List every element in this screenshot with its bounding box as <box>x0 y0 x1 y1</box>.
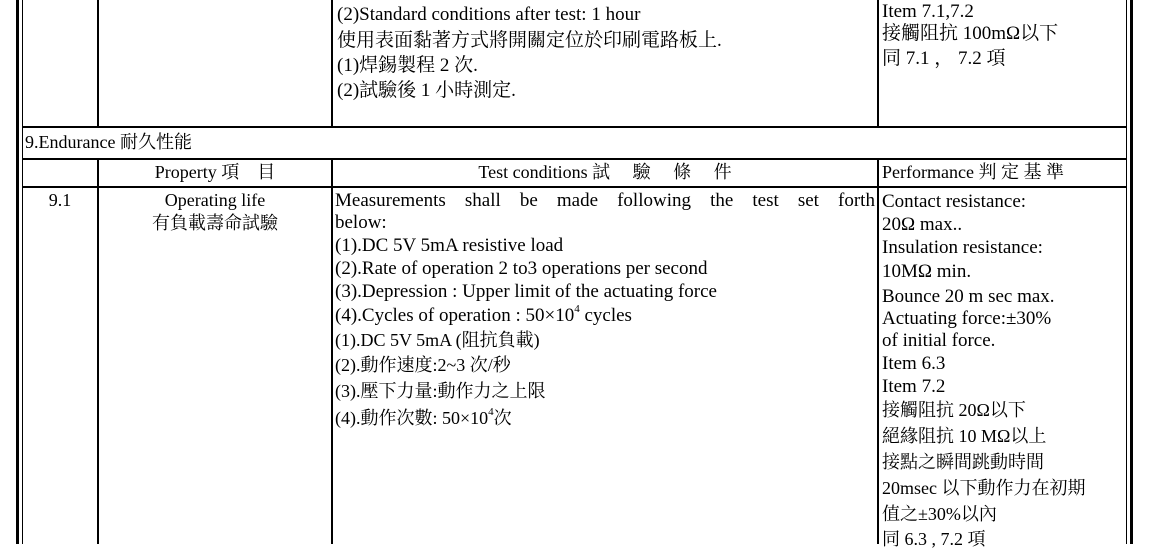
top-test-line: (2)Standard conditions after test: 1 hour <box>337 4 641 25</box>
count-exponent: 4 <box>488 406 494 418</box>
performance-line: Bounce 20 m sec max. <box>882 286 1055 307</box>
cycles-prefix: (4).Cycles of operation : 50×10 <box>335 305 575 326</box>
test-word: Measurements <box>335 190 446 211</box>
test-line: below: <box>335 212 387 233</box>
performance-line: Contact resistance: <box>882 191 1027 212</box>
test-line: (2).Rate of operation 2 to3 operations per second <box>335 258 708 279</box>
performance-line: 同 6.3 , 7.2 項 <box>882 529 986 549</box>
test-line-cycles <box>335 303 632 326</box>
top-performance-line: 同 7.1 ， 7.2 項 <box>882 48 1006 69</box>
row-line-1 <box>23 126 1126 128</box>
header-property: Property 項 目 <box>154 162 276 182</box>
count-prefix: (4).動作次數: 50×10 <box>335 408 489 428</box>
test-line: (3).Depression : Upper limit of the actuating force <box>335 281 717 302</box>
property-zh: 有負載壽命試驗 <box>152 213 278 233</box>
test-word: forth <box>838 190 875 211</box>
col-line-3-top <box>877 0 879 127</box>
test-word: set <box>797 190 819 211</box>
property-en: Operating life <box>164 190 266 210</box>
row-number: 9.1 <box>48 190 72 210</box>
outer-border-right-inner <box>1126 0 1127 544</box>
performance-line: 接點之瞬間跳動時間 <box>882 452 1044 472</box>
test-line-zh: (2).動作速度:2~3 次/秒 <box>335 355 511 375</box>
top-performance-line: 接觸阻抗 100mΩ以下 <box>882 23 1059 44</box>
section-title: 9.Endurance 耐久性能 <box>25 132 192 152</box>
performance-line: 絕緣阻抗 10 MΩ以上 <box>882 426 1047 446</box>
outer-border-right <box>1130 0 1133 544</box>
col-line-1-top <box>97 0 99 127</box>
performance-line: 接觸阻抗 20Ω以下 <box>882 400 1026 420</box>
test-line-zh: (1).DC 5V 5mA (阻抗負載) <box>335 330 540 350</box>
header-test-conditions: Test conditions 試 驗 條 件 <box>478 162 732 182</box>
performance-line: 20Ω max.. <box>882 214 963 235</box>
performance-line: 20msec 以下動作力在初期 <box>882 478 1086 498</box>
test-line-zh: (3).壓下力量:動作力之上限 <box>335 381 546 401</box>
test-word: the <box>710 190 734 211</box>
row-line-2 <box>23 158 1126 160</box>
performance-line: Item 7.2 <box>882 376 946 397</box>
test-line: (1).DC 5V 5mA resistive load <box>335 235 564 256</box>
col-line-3 <box>877 158 879 544</box>
test-word: made <box>556 190 599 211</box>
performance-line: 值之±30%以內 <box>882 504 997 524</box>
performance-line: Actuating force:±30% <box>882 308 1052 329</box>
test-word: shall <box>464 190 501 211</box>
cycles-suffix: cycles <box>579 305 632 326</box>
test-word: following <box>617 190 691 211</box>
row-line-3 <box>23 186 1126 188</box>
cycles-exponent: 4 <box>574 303 580 315</box>
performance-line: Item 6.3 <box>882 353 946 374</box>
col-line-2 <box>331 158 333 544</box>
test-line-zh-count <box>335 406 512 428</box>
top-test-line: 使用表面黏著方式將開關定位於印刷電路板上. <box>337 30 722 51</box>
test-line-justified <box>335 191 875 210</box>
top-performance-line: Item 7.1,7.2 <box>882 1 974 22</box>
header-performance: Performance 判 定 基 準 <box>882 162 1064 182</box>
count-suffix: 次 <box>493 408 512 428</box>
top-test-line: (2)試驗後 1 小時測定. <box>337 80 516 101</box>
performance-line: of initial force. <box>882 330 996 351</box>
top-test-line: (1)焊錫製程 2 次. <box>337 55 478 76</box>
outer-border-left-inner <box>22 0 23 544</box>
performance-line: Insulation resistance: <box>882 237 1043 258</box>
performance-line: 10MΩ min. <box>882 261 972 282</box>
col-line-2-top <box>331 0 333 127</box>
test-word: test <box>752 190 779 211</box>
test-word: be <box>519 190 538 211</box>
outer-border-left <box>16 0 19 544</box>
